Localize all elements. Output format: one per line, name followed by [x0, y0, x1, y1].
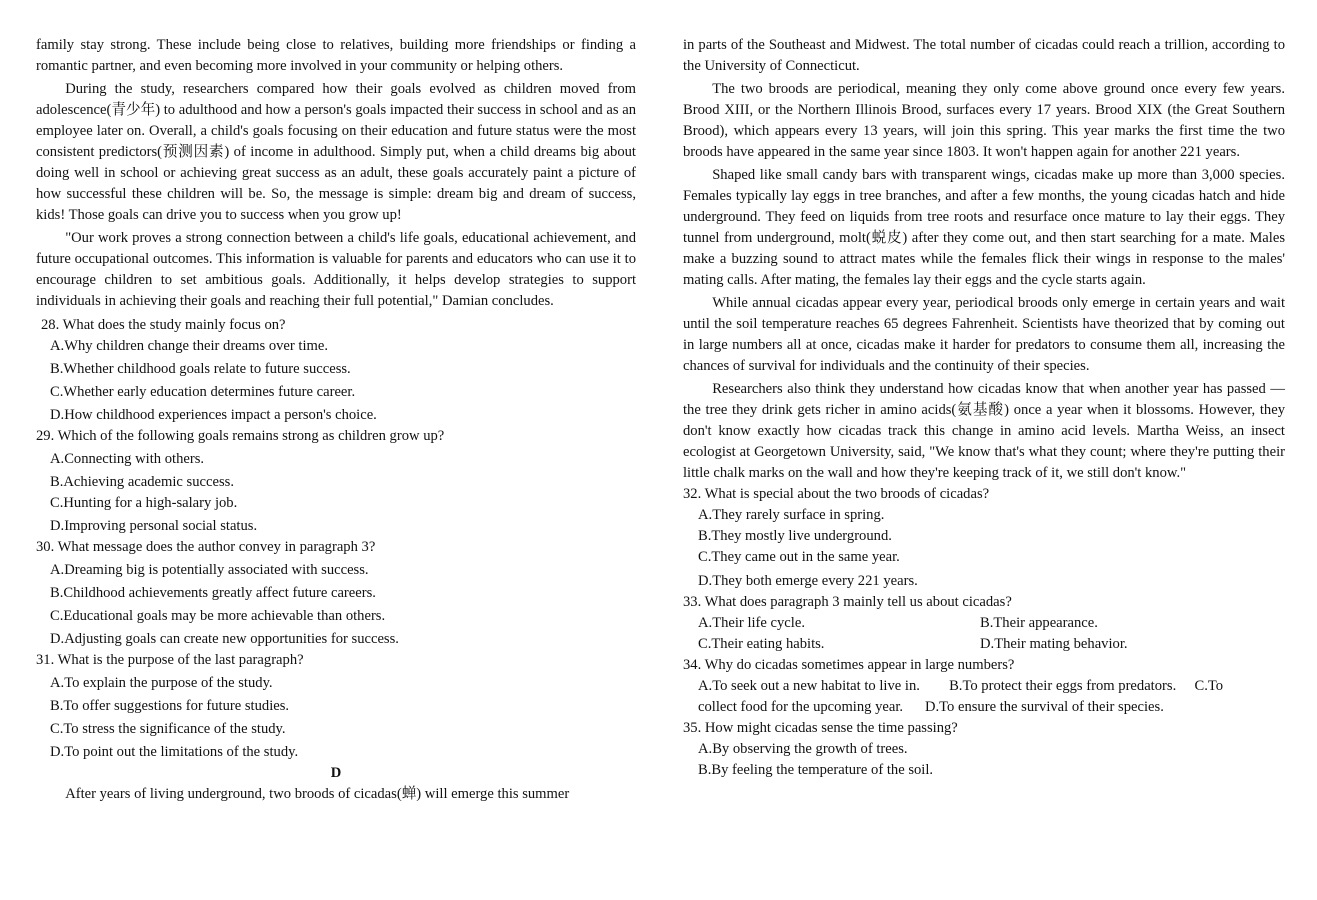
passage-d-paragraph-1: After years of living underground, two broods of cicadas(蝉) will emerge this summer: [65, 786, 570, 802]
option-b: B.To offer suggestions for future studies.: [50, 698, 290, 714]
options-row-2: [683, 634, 1285, 655]
option-d: D.Adjusting goals can create new opportunities for success.: [50, 631, 399, 647]
question-stem: 33. What does paragraph 3 mainly tell us about cicadas?: [683, 594, 1012, 610]
option-a: A.Connecting with others.: [50, 451, 205, 467]
passage-d-paragraph-3: Shaped like small candy bars with transparent wings, cicadas make up more than 3,000 species. Females typically lay eggs in tree branches, and after a few months, the young cicadas hatch and hide underground. They feed on liquids from tree roots and resurface once mature to lay their eggs. They tunnel from underground, molt(蜕皮) after they come out, and then start searching for a mate. Males make a buzzing sound to attract mates while the females flick their wings in response to the males' mating calls. After mating, the females lay their eggs and the cycle starts again.: [683, 167, 1285, 288]
option-d: D.Improving personal social status.: [50, 518, 258, 534]
option-a: A.By observing the growth of trees.: [698, 741, 908, 757]
question-31: [36, 650, 636, 763]
option-b: B.They mostly live underground.: [698, 528, 892, 544]
question-stem: 35. How might cicadas sense the time passing?: [683, 720, 958, 736]
paragraph-2: During the study, researchers compared how their goals evolved as children moved from adolescence(青少年) to adulthood and how a person's goals impacted their success in school and as an employee later on. Overall, a child's goals focusing on their education and future status were the most consistent predictors(预测因素) of income in adulthood. Simply put, when a child dreams big about doing well in school or achieving great success as an adult, these goals accurately paint a picture of how successful these children will be. So, the message is simple: dream big and dream of success, kids! Those goals can drive you to success when you grow up!: [36, 81, 636, 223]
option-b: B.Childhood achievements greatly affect future careers.: [50, 585, 376, 601]
option-a: A.To explain the purpose of the study.: [50, 675, 273, 691]
option-c: C.They came out in the same year.: [698, 549, 900, 565]
question-stem: 34. Why do cicadas sometimes appear in large numbers?: [683, 657, 1015, 673]
question-30: [36, 537, 636, 650]
question-stem: 30. What message does the author convey in paragraph 3?: [36, 539, 376, 555]
section-heading: D: [330, 765, 342, 781]
option-c: C.Hunting for a high-salary job.: [50, 495, 238, 511]
option-a: A.Their life cycle.: [698, 615, 805, 631]
option-d: D.Their mating behavior.: [980, 636, 1128, 652]
option-d: D.They both emerge every 221 years.: [698, 573, 918, 589]
option-c: C.To stress the significance of the study.: [50, 721, 286, 737]
options-line-2: collect food for the upcoming year. D.To ensure the survival of their species.: [698, 699, 1164, 715]
paragraph-3: "Our work proves a strong connection between a child's life goals, educational achievement, and future occupational outcomes. This information is valuable for parents and educators who can use it to encourage children to set ambitious goals. Additionally, it helps develop strategies to support individuals in achieving their goals and reaching their full potential," Damian concludes.: [36, 230, 636, 309]
question-35: [683, 718, 1285, 781]
options-row-1: [683, 613, 1285, 634]
option-a: A.They rarely surface in spring.: [698, 507, 885, 523]
passage-d-paragraph-4: While annual cicadas appear every year, periodical broods only emerge in certain years and wait until the soil temperature reaches 65 degrees Fahrenheit. Scientists have theorized that by coming out in large numbers all at once, cicadas make it harder for predators to consume them all, increasing the chances of survival for individuals and the continuity of their species.: [683, 295, 1285, 374]
option-b: B.Achieving academic success.: [50, 474, 234, 490]
option-d: D.How childhood experiences impact a person's choice.: [50, 407, 377, 423]
question-stem: 31. What is the purpose of the last paragraph?: [36, 652, 304, 668]
question-32: [683, 484, 1285, 592]
question-stem: 29. Which of the following goals remains strong as children grow up?: [36, 428, 445, 444]
right-column: [683, 35, 1285, 781]
option-b: B.Their appearance.: [980, 615, 1098, 631]
option-d: D.To point out the limitations of the study.: [50, 744, 299, 760]
question-34: [683, 655, 1285, 718]
option-b: B.By feeling the temperature of the soil.: [698, 762, 934, 778]
option-a: A.Why children change their dreams over time.: [50, 338, 328, 354]
question-stem: 32. What is special about the two broods of cicadas?: [683, 486, 990, 502]
question-stem: 28. What does the study mainly focus on?: [41, 317, 286, 333]
passage-d-paragraph-5: Researchers also think they understand how cicadas know that when another year has passed — the tree they drink gets richer in amino acids(氨基酸) once a year when it blossoms. However, they don't know exactly how cicadas track this change in amino acid levels. Martha Weiss, an insect ecologist at Georgetown University, said, "We know that's what they count; where they're putting their little chalk marks on the wall and how they're keeping track of it, we still don't know.": [683, 381, 1285, 481]
passage-d-paragraph-1-cont: in parts of the Southeast and Midwest. The total number of cicadas could reach a trillion, according to the University of Connecticut.: [683, 37, 1285, 74]
question-33: [683, 592, 1285, 655]
paragraph-1: family stay strong. These include being close to relatives, building more friendships or finding a romantic partner, and even becoming more involved in your community or helping others.: [36, 37, 636, 74]
passage-d-paragraph-2: The two broods are periodical, meaning they only come above ground once every few years. Brood XIII, or the Northern Illinois Brood, surfaces every 17 years. Brood XIX (the Great Southern Brood), which appears every 13 years, will join this spring. This year marks the first time the two broods have appeared in the same year since 1803. It won't happen again for another 221 years.: [683, 81, 1285, 160]
question-28: [36, 315, 636, 426]
option-b: B.Whether childhood goals relate to future success.: [50, 361, 351, 377]
options-line-1: A.To seek out a new habitat to live in. B.To protect their eggs from predators. C.To: [698, 678, 1224, 694]
left-column: [36, 35, 636, 805]
option-c: C.Educational goals may be more achievable than others.: [50, 608, 386, 624]
option-a: A.Dreaming big is potentially associated with success.: [50, 562, 369, 578]
question-29: [36, 426, 636, 537]
option-c: C.Their eating habits.: [698, 636, 825, 652]
option-c: C.Whether early education determines future career.: [50, 384, 356, 400]
